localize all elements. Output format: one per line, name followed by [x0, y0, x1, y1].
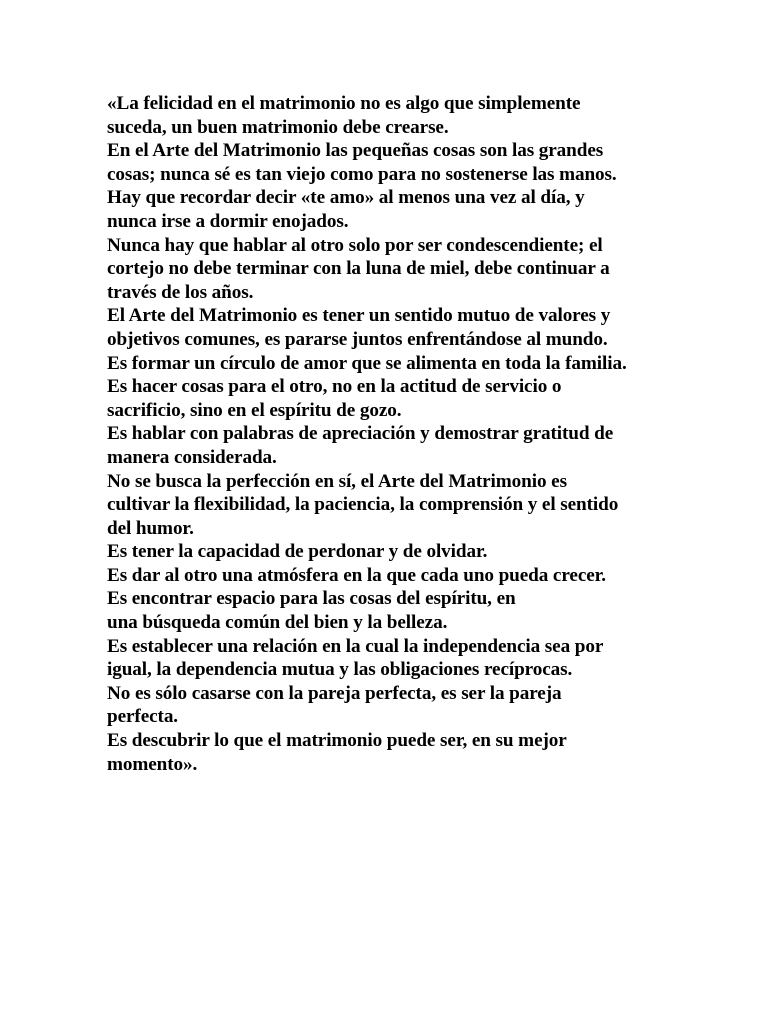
text-line: una búsqueda común del bien y la belleza.: [107, 612, 448, 634]
text-line: El Arte del Matrimonio es tener un sentido mutuo de valores y: [107, 305, 611, 327]
text-line: objetivos comunes, es pararse juntos enfrentándose al mundo.: [107, 328, 608, 350]
text-line: sacrificio, sino en el espíritu de gozo.: [107, 399, 402, 421]
text-line: Es hablar con palabras de apreciación y demostrar gratitud de: [107, 423, 614, 445]
text-line: Es dar al otro una atmósfera en la que cada uno pueda crecer.: [107, 564, 607, 586]
text-line: No se busca la perfección en sí, el Arte del Matrimonio es: [107, 470, 567, 492]
text-line: cultivar la flexibilidad, la paciencia, la comprensión y el sentido: [107, 494, 619, 516]
text-line: «La felicidad en el matrimonio no es algo que simplemente: [107, 93, 581, 114]
text-line: Es hacer cosas para el otro, no en la actitud de servicio o: [107, 376, 562, 398]
text-line: través de los años.: [107, 281, 254, 303]
text-line: Es descubrir lo que el matrimonio puede ser, en su mejor: [107, 730, 567, 752]
quote-text: [107, 92, 707, 776]
text-line: suceda, un buen matrimonio debe crearse.: [107, 116, 449, 138]
text-line: perfecta.: [107, 706, 179, 728]
text-line: Nunca hay que hablar al otro solo por ser condescendiente; el: [107, 234, 603, 256]
text-line: Es tener la capacidad de perdonar y de olvidar.: [107, 541, 488, 563]
text-line: Es establecer una relación en la cual la independencia sea por: [107, 635, 604, 657]
text-line: Es formar un círculo de amor que se alimenta en toda la familia.: [107, 352, 627, 374]
text-line: igual, la dependencia mutua y las obligaciones recíprocas.: [107, 659, 573, 681]
text-line: manera considerada.: [107, 446, 277, 468]
text-line: Hay que recordar decir «te amo» al menos una vez al día, y: [107, 187, 585, 209]
text-line: cosas; nunca sé es tan viejo como para no sostenerse las manos.: [107, 163, 617, 185]
text-line: momento».: [107, 753, 198, 775]
text-line: Es encontrar espacio para las cosas del espíritu, en: [107, 588, 516, 610]
text-line: No es sólo casarse con la pareja perfecta, es ser la pareja: [107, 682, 562, 704]
text-line: cortejo no debe terminar con la luna de miel, debe continuar a: [107, 258, 610, 280]
text-line: nunca irse a dormir enojados.: [107, 210, 349, 232]
text-line: En el Arte del Matrimonio las pequeñas cosas son las grandes: [107, 140, 604, 162]
text-line: del humor.: [107, 517, 194, 539]
